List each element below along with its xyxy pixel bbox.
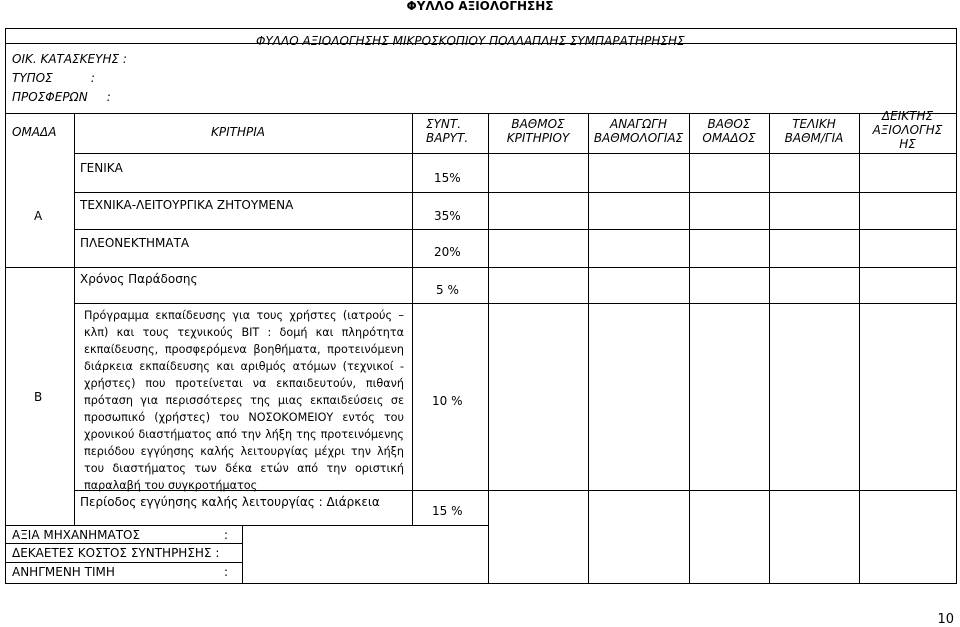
rule (6, 562, 242, 563)
manufacturer-label: ΟΙΚ. ΚΑΤΑΣΚΕΥΗΣ : (12, 52, 127, 66)
scaled-score-header-line: ΒΑΘΜΟΛΟΓΙΑΣ (593, 131, 684, 145)
rule (6, 525, 488, 526)
rule (74, 153, 956, 154)
type-label: ΤΥΠΟΣ : (12, 71, 95, 85)
column-header-index (859, 109, 956, 151)
index-header-line: ΗΣ (899, 137, 916, 151)
rule (488, 113, 489, 583)
criterion-label: ΓΕΝΙΚΑ (80, 161, 123, 175)
form-subtitle: ΦΥΛΛΟ ΑΞΙΟΛΟΓΗΣΗΣ ΜΙΚΡΟΣΚΟΠΙΟΥ ΠΟΛΛΑΠΛΗΣ ΣΥΜΠΑΡΑΤΗΡΗΣΗΣ (256, 34, 685, 48)
rule (588, 113, 589, 583)
scaled-score-header-line: ΑΝΑΓΩΓΗ (610, 117, 667, 131)
column-header-criteria: ΚΡΙΤΗΡΙΑ (211, 125, 265, 139)
maintenance-cost-label: ΔΕΚΑΕΤΕΣ ΚΟΣΤΟΣ ΣΥΝΤΗΡΗΣΗΣ : (12, 546, 220, 560)
weight-value: 15 % (432, 504, 463, 518)
colon: : (224, 528, 229, 542)
criterion-label: Περίοδος εγγύησης καλής λειτουργίας : Διάρκεια (80, 495, 380, 509)
rule (74, 113, 75, 525)
criterion-score-header-line: ΒΑΘΜΟΣ (511, 117, 565, 131)
evaluation-form (5, 28, 957, 584)
group-score-header-line: ΟΜΑΔΟΣ (702, 131, 756, 145)
weight-value: 10 % (432, 394, 463, 408)
rule (6, 267, 956, 268)
rule (769, 113, 770, 583)
rule (689, 113, 690, 583)
column-header-criterion-score (488, 117, 588, 145)
criterion-label: ΤΕΧΝΙΚΑ-ΛΕΙΤΟΥΡΓΙΚΑ ΖΗΤΟΥΜΕΝΑ (80, 198, 294, 212)
adjusted-price-label: ΑΝΗΓΜΕΝΗ ΤΙΜΗ (12, 565, 115, 579)
column-header-scaled-score (588, 117, 689, 145)
column-header-group-score (689, 117, 769, 145)
weight-value: 15% (434, 171, 461, 185)
final-score-header-line: ΒΑΘΜ/ΓΙΑ (784, 131, 844, 145)
weight-value: 5 % (436, 283, 459, 297)
group-code-a: Α (34, 209, 43, 223)
final-score-header-line: ΤΕΛΙΚΗ (792, 117, 836, 131)
page-title: ΦΥΛΛΟ ΑΞΙΟΛΟΓΗΣΗΣ (406, 0, 554, 13)
rule (74, 303, 956, 304)
rule (74, 192, 956, 193)
weight-header-line: ΒΑΡΥΤ. (426, 131, 469, 145)
criterion-label: Χρόνος Παράδοσης (80, 272, 198, 286)
rule (74, 229, 956, 230)
colon: : (224, 565, 229, 579)
group-code-b: Β (34, 390, 43, 404)
criterion-label: ΠΛΕΟΝΕΚΤΗΜΑΤΑ (80, 236, 190, 250)
rule (242, 525, 243, 583)
column-header-final-score (769, 117, 859, 145)
page-number: 10 (937, 612, 954, 627)
index-header-line: ΑΞΙΟΛΟΓΗΣ (872, 123, 943, 137)
offerer-label: ΠΡΟΣΦΕΡΩΝ : (12, 90, 111, 104)
weight-value: 35% (434, 209, 461, 223)
machine-value-label: ΑΞΙΑ ΜΗΧΑΝΗΜΑΤΟΣ (12, 528, 141, 542)
group-score-header-line: ΒΑΘΟΣ (707, 117, 751, 131)
rule (859, 113, 860, 583)
rule (412, 113, 413, 525)
weight-value: 20% (434, 245, 461, 259)
rule (6, 113, 956, 114)
column-header-weight (426, 117, 468, 145)
criterion-score-header-line: ΚΡΙΤΗΡΙΟΥ (506, 131, 570, 145)
index-header-line: ΔΕΙΚΤΗΣ (881, 109, 934, 123)
weight-header-line: ΣΥΝΤ. (426, 117, 462, 131)
training-criterion-text: Πρόγραμμα εκπαίδευσης για τους χρήστες (ιατρούς – κλπ) και τους τεχνικούς ΒΙΤ : δομή και πληρότητα εκπαίδευσης, προσφερόμενα βοηθήματα, προτεινόμενη διάρκεια εκπαίδευσης και αριθμός ατόμων (τεχνικοί - χρήστες) που προτείνεται να εκπαιδευτούν, πιθανή πρόταση για περισσότερες της μιας εκπαιδεύσεις σε προσωπικό (χρήστες) του ΝΟΣΟΚΟΜΕΙΟΥ εντός του χρονικού διαστήματος από την λήξη της προτεινόμενης περιόδου εγγύησης καλής λειτουργίας μέχρι την λήξη του διαστήματος των δέκα ετών από την οριστική παραλαβή του συγκροτήματος (84, 309, 404, 492)
rule (6, 543, 242, 544)
column-header-group: ΟΜΑΔΑ (12, 125, 57, 139)
